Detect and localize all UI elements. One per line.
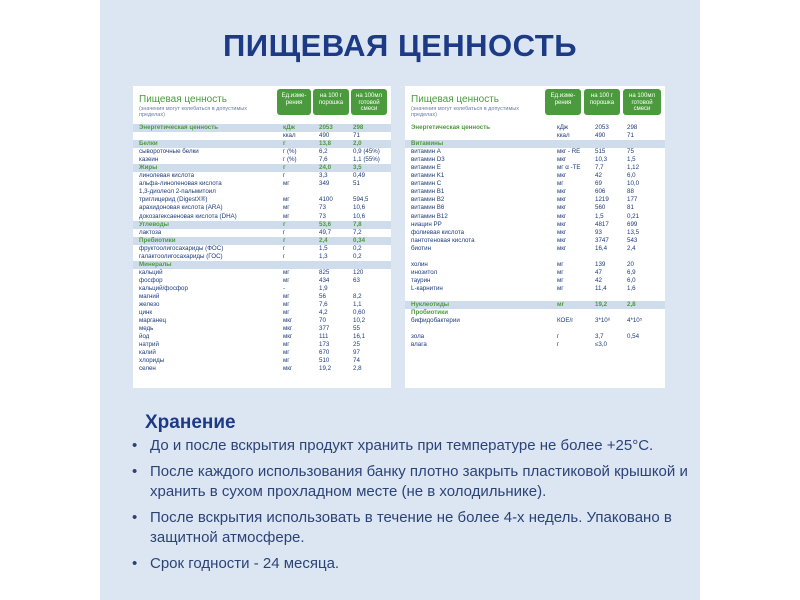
cell-name: ниацин PP bbox=[411, 220, 442, 228]
cell-name: фосфор bbox=[139, 276, 163, 284]
storage-heading: Хранение bbox=[145, 412, 236, 433]
cell-v2: 10,6 bbox=[353, 212, 366, 220]
cell-unit: мг bbox=[283, 212, 290, 220]
cell-name: селен bbox=[139, 365, 156, 373]
cell-unit: ккал bbox=[283, 132, 296, 140]
table-row bbox=[405, 261, 665, 269]
table-row bbox=[405, 172, 665, 180]
unit-column-header: Ед.изме-рения bbox=[277, 89, 311, 115]
cell-v1: 73 bbox=[319, 204, 326, 212]
unit-column-header: Ед.изме-рения bbox=[545, 89, 581, 115]
cell-v1: 1219 bbox=[595, 196, 609, 204]
table-row bbox=[405, 204, 665, 212]
cell-v2: 1,5 bbox=[627, 156, 636, 164]
cell-v2: 16,1 bbox=[353, 333, 366, 341]
cell-name: кальций/фосфор bbox=[139, 284, 188, 292]
cell-unit: мг bbox=[283, 180, 290, 188]
table-row bbox=[405, 253, 665, 261]
cell-v1: 4817 bbox=[595, 220, 609, 228]
cell-name: хлориды bbox=[139, 357, 165, 365]
table-row bbox=[405, 229, 665, 237]
cell-unit: мг bbox=[283, 196, 290, 204]
table-row bbox=[133, 156, 391, 164]
cell-name: альфа-линоленовая кислота bbox=[139, 180, 222, 188]
cell-v1: 606 bbox=[595, 188, 606, 196]
cell-name: витамин B1 bbox=[411, 188, 445, 196]
cell-v1: 16,4 bbox=[595, 244, 608, 252]
table-row bbox=[405, 317, 665, 325]
cell-unit: мкг bbox=[557, 204, 567, 212]
table-row bbox=[133, 245, 391, 253]
cell-name: витамин K1 bbox=[411, 172, 445, 180]
cell-unit: мкг bbox=[283, 325, 293, 333]
cell-unit: мг bbox=[283, 341, 290, 349]
cell-v2: 298 bbox=[353, 124, 364, 131]
table-row bbox=[133, 333, 391, 341]
cell-name: пантотеновая кислота bbox=[411, 236, 475, 244]
table-row bbox=[405, 301, 665, 309]
cell-name: лактоза bbox=[139, 228, 162, 236]
cell-v2: 10,2 bbox=[353, 317, 366, 325]
cell-unit: г bbox=[283, 172, 286, 180]
cell-v2: 55 bbox=[353, 325, 360, 333]
cell-name: Углеводы bbox=[139, 220, 169, 228]
cell-name: холин bbox=[411, 260, 428, 268]
cell-v2: 97 bbox=[353, 349, 360, 357]
cell-v2: 4*10⁵ bbox=[627, 317, 643, 325]
cell-unit: г bbox=[283, 164, 286, 172]
cell-v1: 13,8 bbox=[319, 140, 332, 148]
cell-unit: мг bbox=[283, 309, 290, 317]
cell-v1: 3747 bbox=[595, 236, 609, 244]
mix-column-header: на 100мл готовой смеси bbox=[623, 89, 661, 115]
cell-v2: 0,2 bbox=[353, 244, 362, 252]
table-subtitle: (значения могут колебаться в допустимых пределах) bbox=[411, 106, 519, 118]
cell-v2: 2,8 bbox=[353, 365, 362, 373]
cell-v2: 20 bbox=[627, 260, 634, 268]
cell-v1: 49,7 bbox=[319, 228, 332, 236]
cell-v2: 6,0 bbox=[627, 276, 636, 284]
cell-v1: 19,2 bbox=[319, 365, 332, 373]
cell-unit: мкг bbox=[557, 212, 567, 220]
cell-v2: 6,0 bbox=[627, 172, 636, 180]
cell-unit: мг bbox=[557, 301, 565, 309]
cell-name: фолиевая кислота bbox=[411, 228, 465, 236]
cell-unit: мг bbox=[283, 349, 290, 357]
nutrition-page bbox=[100, 0, 700, 600]
cell-name: Минералы bbox=[139, 260, 172, 268]
cell-v2: 25 bbox=[353, 341, 360, 349]
cell-v1: 1,9 bbox=[319, 284, 328, 292]
cell-name: Нуклеотиды bbox=[411, 301, 450, 309]
cell-v2: 594,5 bbox=[353, 196, 369, 204]
cell-name: витамин B12 bbox=[411, 212, 448, 220]
cell-v2: 6,9 bbox=[627, 268, 636, 276]
cell-unit: мкг bbox=[557, 156, 567, 164]
table-row bbox=[133, 172, 391, 180]
cell-name: галактоолигосахариды (ГОС) bbox=[139, 252, 223, 260]
cell-name: магний bbox=[139, 292, 160, 300]
cell-v2: 0,2 bbox=[353, 252, 362, 260]
cell-v2: 699 bbox=[627, 220, 638, 228]
cell-name: Жиры bbox=[139, 164, 158, 172]
cell-unit: мг bbox=[557, 276, 564, 284]
cell-unit: мг bbox=[557, 260, 564, 268]
storage-item-text: Срок годности - 24 месяца. bbox=[150, 555, 340, 572]
table-row bbox=[133, 148, 391, 156]
cell-v2: 10,0 bbox=[627, 180, 640, 188]
cell-unit: г (%) bbox=[283, 148, 297, 156]
cell-v2: 2,8 bbox=[627, 301, 636, 309]
cell-v2: 3,5 bbox=[353, 164, 362, 172]
cell-v2: 13,5 bbox=[627, 228, 640, 236]
table-row bbox=[405, 277, 665, 285]
cell-name: Энергетическая ценность bbox=[139, 124, 219, 131]
table-row bbox=[133, 301, 391, 309]
table-title: Пищевая ценность bbox=[139, 94, 227, 105]
cell-name: витамин C bbox=[411, 180, 442, 188]
cell-v2: 120 bbox=[353, 268, 364, 276]
cell-name: Пребиотики bbox=[139, 236, 176, 244]
cell-v1: 42 bbox=[595, 276, 602, 284]
cell-v1: 56 bbox=[319, 292, 326, 300]
table-row bbox=[133, 124, 391, 132]
powder-column-header: на 100 г порошка bbox=[584, 89, 620, 115]
cell-v2: 0,49 bbox=[353, 172, 366, 180]
cell-unit: мкг bbox=[283, 365, 293, 373]
cell-unit: мг bbox=[283, 301, 290, 309]
cell-unit: мкг bbox=[557, 236, 567, 244]
cell-name: бифидобактерии bbox=[411, 317, 460, 325]
table-row bbox=[405, 124, 665, 132]
cell-v2: 63 bbox=[353, 276, 360, 284]
cell-v2: 75 bbox=[627, 148, 634, 156]
cell-unit: мкг bbox=[557, 228, 567, 236]
bullet-icon: • bbox=[132, 463, 138, 480]
table-body bbox=[133, 124, 391, 373]
cell-v1: 4,2 bbox=[319, 309, 328, 317]
cell-v2: 0,60 bbox=[353, 309, 366, 317]
cell-v2: 88 bbox=[627, 188, 634, 196]
cell-v1: 11,4 bbox=[595, 284, 607, 292]
bullet-icon: • bbox=[132, 509, 138, 526]
cell-name: Энергетическая ценность bbox=[411, 124, 491, 131]
storage-item bbox=[130, 462, 690, 502]
cell-unit: мкг bbox=[557, 196, 567, 204]
cell-v2: 0,34 bbox=[353, 236, 366, 244]
cell-unit: г bbox=[283, 252, 286, 260]
cell-v2: 543 bbox=[627, 236, 638, 244]
cell-v1: 3,7 bbox=[595, 333, 604, 341]
table-row bbox=[133, 164, 391, 172]
cell-unit: г bbox=[557, 341, 560, 349]
cell-v2: 74 bbox=[353, 357, 360, 365]
storage-item bbox=[130, 554, 690, 574]
cell-v1: 69 bbox=[595, 180, 602, 188]
cell-v2: 1,12 bbox=[627, 164, 640, 172]
table-title: Пищевая ценность bbox=[411, 94, 499, 105]
cell-unit: мг bbox=[283, 204, 290, 212]
cell-unit: мг α -TE bbox=[557, 164, 581, 172]
table-row bbox=[133, 325, 391, 333]
cell-v2: 0,54 bbox=[627, 333, 640, 341]
storage-list bbox=[130, 436, 690, 580]
cell-v1: 47 bbox=[595, 268, 602, 276]
cell-unit: г (%) bbox=[283, 156, 297, 164]
cell-unit: мг bbox=[283, 357, 290, 365]
table-subtitle: (значения могут колебаться в допустимых пределах) bbox=[139, 106, 247, 118]
cell-unit: г bbox=[283, 220, 286, 228]
cell-v1: 111 bbox=[319, 333, 329, 341]
cell-v1: 10,3 bbox=[595, 156, 608, 164]
cell-v2: 0,21 bbox=[627, 212, 640, 220]
cell-v1: 434 bbox=[319, 276, 330, 284]
cell-v2: 71 bbox=[627, 132, 634, 140]
storage-item-text: До и после вскрытия продукт хранить при температуре не более +25°С. bbox=[150, 437, 654, 454]
cell-v1: 7,6 bbox=[319, 301, 328, 309]
cell-v1: 53,6 bbox=[319, 220, 332, 228]
table-row bbox=[133, 253, 391, 261]
cell-name: цинк bbox=[139, 309, 153, 317]
cell-name: казеин bbox=[139, 156, 159, 164]
table-row bbox=[133, 237, 391, 245]
cell-v2: 1,1 (55%) bbox=[353, 156, 380, 164]
table-row bbox=[133, 213, 391, 221]
cell-name: железо bbox=[139, 301, 160, 309]
cell-unit: г bbox=[283, 244, 286, 252]
cell-unit: г bbox=[283, 228, 286, 236]
storage-item-text: После вскрытия использовать в течение не более 4-х недель. Упаковано в защитной атмосфере. bbox=[150, 509, 672, 546]
table-row bbox=[405, 237, 665, 245]
cell-name: йод bbox=[139, 333, 150, 341]
cell-v1: 825 bbox=[319, 268, 330, 276]
cell-name: инозитол bbox=[411, 268, 438, 276]
cell-unit: мг bbox=[283, 268, 290, 276]
cell-name: арахидоновая кислота (ARA) bbox=[139, 204, 223, 212]
table-row bbox=[405, 180, 665, 188]
table-row bbox=[405, 213, 665, 221]
cell-v2: 177 bbox=[627, 196, 638, 204]
table-row bbox=[133, 261, 391, 269]
cell-v1: 2053 bbox=[319, 124, 333, 131]
cell-v2: 71 bbox=[353, 132, 360, 140]
cell-unit: мг bbox=[557, 284, 564, 292]
cell-v2: 8,2 bbox=[353, 292, 362, 300]
table-row bbox=[133, 317, 391, 325]
cell-v2: 1,1 bbox=[353, 301, 362, 309]
page-title: ПИЩЕВАЯ ЦЕННОСТЬ bbox=[223, 28, 577, 63]
table-row bbox=[405, 188, 665, 196]
cell-name: фруктоолигосахариды (ФОС) bbox=[139, 244, 224, 252]
table-row bbox=[133, 277, 391, 285]
cell-v1: 490 bbox=[595, 132, 606, 140]
cell-name: сывороточные белки bbox=[139, 148, 199, 156]
table-row bbox=[405, 156, 665, 164]
table-row bbox=[405, 325, 665, 333]
cell-v1: 173 bbox=[319, 341, 330, 349]
cell-v1: 3*10⁶ bbox=[595, 317, 611, 325]
cell-v2: 298 bbox=[627, 124, 638, 131]
table-row bbox=[133, 349, 391, 357]
table-row bbox=[405, 164, 665, 172]
table-row bbox=[133, 341, 391, 349]
cell-name: L-карнитин bbox=[411, 284, 443, 292]
table-row bbox=[133, 140, 391, 148]
cell-unit: мкг bbox=[557, 188, 567, 196]
cell-name: витамин E bbox=[411, 164, 441, 172]
cell-v2: 10,6 bbox=[353, 204, 366, 212]
cell-name: Витамины bbox=[411, 140, 444, 148]
bullet-icon: • bbox=[132, 555, 138, 572]
table-row bbox=[133, 180, 391, 188]
table-row bbox=[133, 365, 391, 373]
cell-v1: 93 bbox=[595, 228, 602, 236]
cell-v1: 349 bbox=[319, 180, 330, 188]
bullet-icon: • bbox=[132, 437, 138, 454]
cell-unit: мг bbox=[557, 180, 564, 188]
table-row bbox=[133, 196, 391, 204]
cell-name: натрий bbox=[139, 341, 159, 349]
cell-v1: 515 bbox=[595, 148, 606, 156]
storage-item-text: После каждого использования банку плотно закрыть пластиковой крышкой и хранить в сухом прохладном месте (не в холодильнике). bbox=[150, 463, 688, 500]
cell-unit: г bbox=[557, 333, 560, 341]
table-row bbox=[133, 285, 391, 293]
cell-v1: 510 bbox=[319, 357, 330, 365]
table-row bbox=[405, 245, 665, 253]
cell-v1: 139 bbox=[595, 260, 606, 268]
table-row bbox=[133, 357, 391, 365]
cell-v1: 3,3 bbox=[319, 172, 328, 180]
cell-v1: 2053 bbox=[595, 124, 609, 131]
cell-unit: мкг bbox=[283, 333, 293, 341]
cell-v1: 24,0 bbox=[319, 164, 332, 172]
cell-v1: 42 bbox=[595, 172, 602, 180]
cell-v1: 1,5 bbox=[319, 244, 328, 252]
cell-v1: 377 bbox=[319, 325, 330, 333]
table-header bbox=[405, 86, 665, 124]
table-row bbox=[405, 140, 665, 148]
mix-column-header: на 100мл готовой смеси bbox=[351, 89, 387, 115]
nutrition-table-right bbox=[405, 86, 665, 388]
cell-name: калий bbox=[139, 349, 156, 357]
cell-v1: 670 bbox=[319, 349, 330, 357]
cell-v1: 1,5 bbox=[595, 212, 604, 220]
table-row bbox=[405, 148, 665, 156]
cell-name: витамин B6 bbox=[411, 204, 445, 212]
table-row bbox=[133, 188, 391, 196]
cell-unit: г bbox=[283, 236, 286, 244]
cell-unit: ккал bbox=[557, 132, 570, 140]
cell-unit: г bbox=[283, 140, 286, 148]
table-row bbox=[405, 293, 665, 301]
cell-name: кальций bbox=[139, 268, 163, 276]
cell-v1: 560 bbox=[595, 204, 606, 212]
cell-name: медь bbox=[139, 325, 154, 333]
nutrition-table-left bbox=[133, 86, 391, 388]
table-row bbox=[405, 309, 665, 317]
cell-name: Пробиотики bbox=[411, 309, 448, 317]
table-body bbox=[405, 124, 665, 349]
cell-name: таурин bbox=[411, 276, 431, 284]
cell-name: триглицерид (DigestX®) bbox=[139, 196, 208, 204]
table-row bbox=[133, 309, 391, 317]
cell-unit: - bbox=[283, 284, 286, 292]
cell-name: влага bbox=[411, 341, 427, 349]
table-row bbox=[133, 293, 391, 301]
table-row bbox=[405, 333, 665, 341]
cell-v1: 1,3 bbox=[319, 252, 328, 260]
cell-v1: 490 bbox=[319, 132, 330, 140]
cell-v1: 7,6 bbox=[319, 156, 328, 164]
table-row bbox=[405, 269, 665, 277]
table-row bbox=[133, 221, 391, 229]
cell-unit: кДж bbox=[557, 124, 569, 131]
cell-name: докозагексаеновая кислота (DHA) bbox=[139, 212, 237, 220]
cell-unit: мкг - RE bbox=[557, 148, 581, 156]
cell-v1: 6,2 bbox=[319, 148, 328, 156]
cell-v2: 7,8 bbox=[353, 220, 362, 228]
storage-item bbox=[130, 436, 690, 456]
cell-name: 1,3-диолеол 2-пальмитоил bbox=[139, 188, 216, 196]
cell-v2: 2,4 bbox=[627, 244, 636, 252]
storage-item bbox=[130, 508, 690, 548]
cell-name: витамин D3 bbox=[411, 156, 445, 164]
cell-name: Белки bbox=[139, 140, 158, 148]
cell-unit: мг bbox=[283, 276, 290, 284]
cell-v2: 7,2 bbox=[353, 228, 362, 236]
cell-name: марганец bbox=[139, 317, 167, 325]
table-row bbox=[405, 196, 665, 204]
table-row bbox=[133, 204, 391, 212]
cell-unit: мг bbox=[557, 268, 564, 276]
cell-unit: мкг bbox=[557, 172, 567, 180]
cell-v1: 7,7 bbox=[595, 164, 604, 172]
cell-v1: 2,4 bbox=[319, 236, 328, 244]
cell-unit: кДж bbox=[283, 124, 295, 131]
powder-column-header: на 100 г порошка bbox=[313, 89, 349, 115]
table-row bbox=[405, 341, 665, 349]
cell-name: зола bbox=[411, 333, 425, 341]
table-row bbox=[405, 132, 665, 140]
table-row bbox=[405, 221, 665, 229]
cell-unit: мкг bbox=[283, 317, 293, 325]
table-row bbox=[133, 132, 391, 140]
cell-v1: ≤3,0 bbox=[595, 341, 607, 349]
cell-v1: 19,2 bbox=[595, 301, 608, 309]
cell-v1: 70 bbox=[319, 317, 326, 325]
cell-v2: 81 bbox=[627, 204, 634, 212]
cell-v2: 0,9 (45%) bbox=[353, 148, 380, 156]
table-row bbox=[405, 285, 665, 293]
cell-unit: мг bbox=[283, 292, 290, 300]
cell-unit: мкг bbox=[557, 244, 567, 252]
table-row bbox=[133, 229, 391, 237]
cell-v2: 51 bbox=[353, 180, 360, 188]
table-header bbox=[133, 86, 391, 124]
table-row bbox=[133, 269, 391, 277]
cell-unit: КОЕ/г bbox=[557, 317, 574, 325]
cell-name: линолевая кислота bbox=[139, 172, 195, 180]
cell-v1: 4100 bbox=[319, 196, 333, 204]
cell-unit: мкг bbox=[557, 220, 567, 228]
cell-v2: 1,6 bbox=[627, 284, 636, 292]
cell-name: витамин А bbox=[411, 148, 441, 156]
cell-name: биотин bbox=[411, 244, 432, 252]
cell-name: витамин B2 bbox=[411, 196, 445, 204]
cell-v1: 73 bbox=[319, 212, 326, 220]
cell-v2: 2,0 bbox=[353, 140, 362, 148]
